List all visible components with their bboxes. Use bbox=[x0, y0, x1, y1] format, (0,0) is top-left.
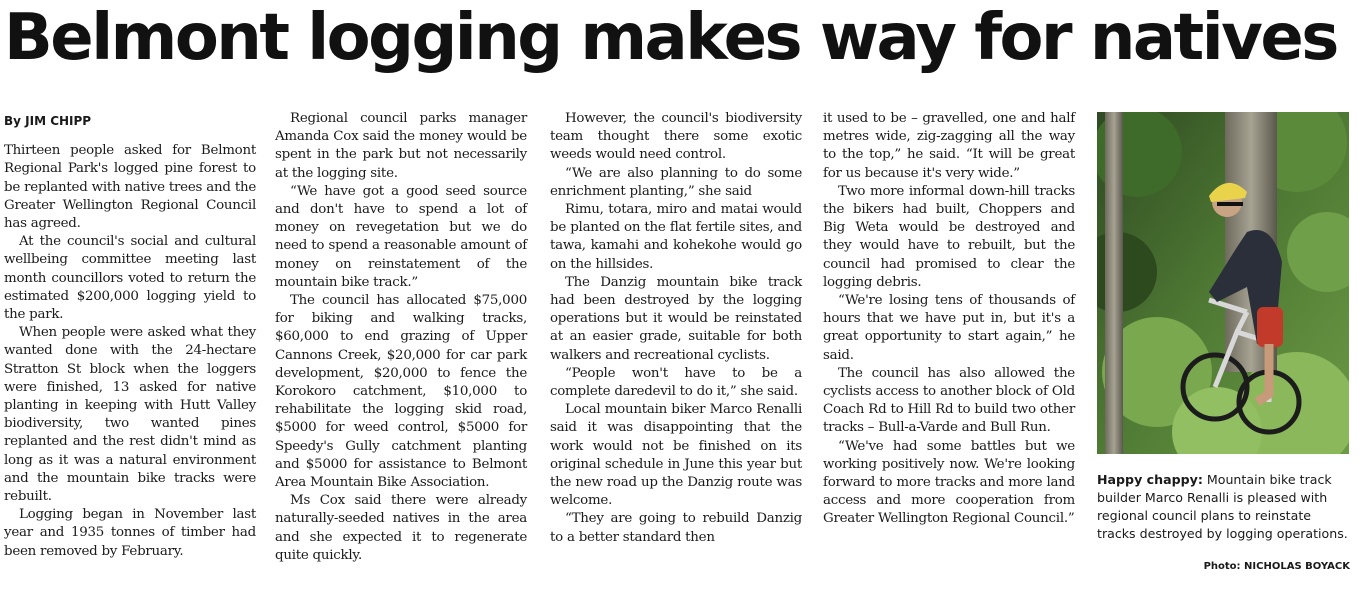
paragraph: “We've had some battles but we working positively now. We're looking forward to more tracks and more land access and more cooperation from Greater Wellington Regional Council.” bbox=[823, 438, 1075, 527]
paragraph: “We are also planning to do some enrichment planting,” she said bbox=[550, 165, 802, 199]
paragraph: “They are going to rebuild Danzig to a better standard then bbox=[550, 511, 802, 545]
paragraph: When people were asked what they wanted done with the 24-hectare Stratton St block when the loggers were finished, 13 asked for native planting in keeping with Hutt Valley biodiversity, two wanted pines replanted and the rest didn't mind as long as it was a natural environment and the mountain bike tracks were rebuilt. bbox=[4, 325, 256, 505]
paragraph: Local mountain biker Marco Renalli said it was disappointing that the work would not be finished on its original schedule in June this year but the new road up the Danzig route was welcome. bbox=[550, 402, 802, 509]
article-column-1 bbox=[4, 108, 256, 561]
paragraph: The council has allocated $75,000 for biking and walking tracks, $60,000 to end grazing of Upper Cannons Creek, $20,000 for car park development, $20,000 to fence the Korokoro catchment, $10,000 to rehabilitate the logging skid road, $5000 for weed control, $5000 for Speedy's Gully catchment planting and $5000 for assistance to Belmont Area Mountain Bike Association. bbox=[275, 293, 527, 491]
mountain-biker-photo bbox=[1097, 112, 1349, 454]
article-column-2 bbox=[275, 110, 527, 565]
caption-lead: Happy chappy: bbox=[1097, 472, 1203, 487]
paragraph: “We have got a good seed source and don't have to spend a lot of money on revegetation but we do need to spend a reasonable amount of money on reinstatement of the mountain bike track.” bbox=[275, 183, 527, 290]
paragraph: The Danzig mountain bike track had been destroyed by the logging operations but it would be reinstated at an easier grade, suitable for both walkers and recreational cyclists. bbox=[550, 274, 802, 363]
paragraph: Thirteen people asked for Belmont Regional Park's logged pine forest to be replanted with native trees and the Greater Wellington Regional Council has agreed. bbox=[4, 143, 256, 232]
paragraph: it used to be – gravelled, one and half metres wide, zig-zagging all the way to the top,” he said. “It will be great for us because it's very wide.” bbox=[823, 111, 1075, 181]
paragraph: At the council's social and cultural wellbeing committee meeting last month councillors voted to return the estimated $200,000 logging yield to the park. bbox=[4, 234, 256, 323]
photo-credit: Photo: NICHOLAS BOYACK bbox=[1203, 561, 1350, 572]
byline: By JIM CHIPP bbox=[4, 114, 92, 128]
caption-text: Mountain bike track builder Marco Renalli is pleased with regional council plans to reinstate tracks destroyed by logging operations. bbox=[1097, 472, 1348, 541]
article-column-4 bbox=[823, 110, 1075, 529]
paragraph: However, the council's biodiversity team thought there some exotic weeds would need control. bbox=[550, 111, 802, 163]
paragraph: Two more informal down-hill tracks the bikers had built, Choppers and Big Weta would be destroyed and they would have to rebuilt, but the council had promised to clear the logging debris. bbox=[823, 183, 1075, 290]
paragraph: Rimu, totara, miro and matai would be planted on the flat fertile sites, and tawa, kamahi and kohekohe would go on the hillsides. bbox=[550, 202, 802, 272]
headline: Belmont logging makes way for natives bbox=[4, 1, 1337, 75]
paragraph: “People won't have to be a complete daredevil to do it,” she said. bbox=[550, 365, 802, 400]
paragraph: Logging began in November last year and 1935 tonnes of timber had been removed by February. bbox=[4, 507, 256, 559]
paragraph: “We're losing tens of thousands of hours that we have put in, but it's a great opportunity to start again,” he said. bbox=[823, 293, 1075, 363]
article-column-3 bbox=[550, 110, 802, 547]
paragraph: Ms Cox said there were already naturally-seeded natives in the area and she expected it to regenerate quite quickly. bbox=[275, 493, 527, 563]
paragraph: Regional council parks manager Amanda Cox said the money would be spent in the park but not necessarily at the logging site. bbox=[275, 111, 527, 181]
photo-caption bbox=[1097, 471, 1353, 543]
paragraph: The council has also allowed the cyclists access to another block of Old Coach Rd to Hill Rd to build two other tracks – Bull-a-Varde and Bull Run. bbox=[823, 365, 1075, 436]
